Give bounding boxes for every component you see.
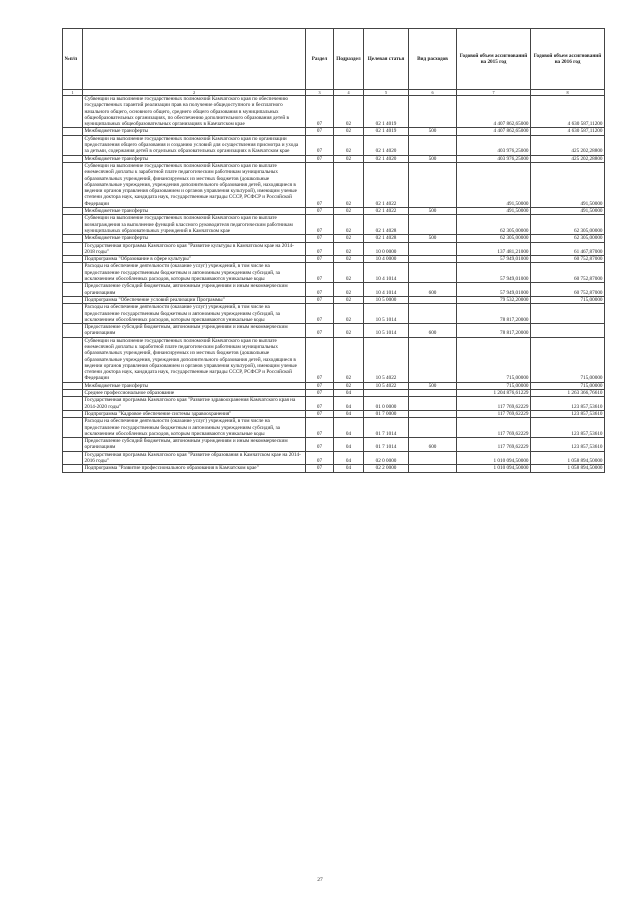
- row-amount-2016: 60 752,87000: [531, 256, 605, 263]
- row-podrazdel: 02: [334, 242, 364, 256]
- row-target-article: 02 1 4028: [364, 235, 409, 242]
- table-row: [63, 451, 605, 465]
- header-razdel: Раздел: [306, 29, 334, 90]
- column-number: 3: [306, 90, 334, 96]
- row-amount-2015: 78 817,20000: [457, 304, 531, 324]
- row-expense-type: [409, 410, 457, 417]
- table-row: [63, 128, 605, 135]
- row-name: Государственная программа Камчатского края "Развитие культуры в Камчатском крае на 2014-2018 годы": [83, 242, 306, 256]
- page-number: 27: [317, 877, 323, 883]
- header-target-article: Целевая статья: [364, 29, 409, 90]
- row-number: [63, 296, 83, 303]
- row-target-article: 01 7 1014: [364, 438, 409, 452]
- row-name: Государственная программа Камчатского края "Развитие образования в Камчатском крае на 2014-2016 годы": [83, 451, 306, 465]
- table-row: [63, 382, 605, 389]
- table-row: [63, 418, 605, 438]
- row-podrazdel: 02: [334, 296, 364, 303]
- row-razdel: 07: [306, 96, 334, 128]
- row-number: [63, 215, 83, 235]
- table-row: [63, 96, 605, 128]
- row-expense-type: [409, 337, 457, 382]
- row-target-article: 10 4 1014: [364, 283, 409, 297]
- row-amount-2015: 117 769,62229: [457, 397, 531, 411]
- row-razdel: 07: [306, 128, 334, 135]
- header-num: №п/п: [63, 29, 83, 90]
- row-amount-2015: 117 769,62229: [457, 410, 531, 417]
- row-razdel: 07: [306, 337, 334, 382]
- row-target-article: 02 2 0000: [364, 465, 409, 472]
- row-target-article: 01 7 1014: [364, 418, 409, 438]
- row-razdel: 07: [306, 162, 334, 207]
- row-expense-type: [409, 418, 457, 438]
- row-number: [63, 135, 83, 155]
- row-expense-type: 600: [409, 283, 457, 297]
- table-row: [63, 410, 605, 417]
- row-number: [63, 256, 83, 263]
- row-amount-2016: 62 305,00000: [531, 215, 605, 235]
- row-amount-2015: 403 976,25000: [457, 155, 531, 162]
- row-razdel: 07: [306, 208, 334, 215]
- row-target-article: 02 1 4022: [364, 208, 409, 215]
- row-razdel: 07: [306, 418, 334, 438]
- table-row: [63, 465, 605, 472]
- row-name: Субвенции на выполнение государственных полномочий Камчатского края по организации предоставления общего образования и созданию условий для осуществления присмотра и ухода за детьми, содержания детей в отдельных образовательных организациях в Камчатском крае: [83, 135, 306, 155]
- row-amount-2016: 123 857,53610: [531, 418, 605, 438]
- row-number: [63, 438, 83, 452]
- table-row: [63, 256, 605, 263]
- row-amount-2016: 4 630 587,11200: [531, 128, 605, 135]
- row-amount-2016: 491,50000: [531, 162, 605, 207]
- row-podrazdel: 02: [334, 337, 364, 382]
- row-razdel: 07: [306, 296, 334, 303]
- table-row: [63, 283, 605, 297]
- row-expense-type: 600: [409, 324, 457, 338]
- row-number: [63, 451, 83, 465]
- row-amount-2015: 1 010 094,50000: [457, 465, 531, 472]
- row-expense-type: [409, 96, 457, 128]
- row-amount-2016: 123 857,53610: [531, 397, 605, 411]
- row-number: [63, 382, 83, 389]
- row-amount-2016: 491,50000: [531, 208, 605, 215]
- row-razdel: 07: [306, 215, 334, 235]
- row-target-article: 02 1 4020: [364, 135, 409, 155]
- column-number: 5: [364, 90, 409, 96]
- row-target-article: 02 0 0000: [364, 451, 409, 465]
- row-podrazdel: 02: [334, 96, 364, 128]
- row-expense-type: 500: [409, 208, 457, 215]
- row-podrazdel: 02: [334, 235, 364, 242]
- row-amount-2016: 1 263 366,76610: [531, 390, 605, 397]
- row-razdel: 07: [306, 324, 334, 338]
- row-amount-2016: 61 467,87000: [531, 242, 605, 256]
- row-number: [63, 155, 83, 162]
- row-amount-2015: 62 305,00000: [457, 235, 531, 242]
- row-name: Субвенции на выполнение государственных полномочий Камчатского края по обеспечению государственных гарантий реализации прав на получение общедоступного и бесплатного начального общего, основного общего, среднего общего образования в муниципальных общеобразовательных организациях, по обеспечению дополнительного образования детей в муниципальных общеобразовательных организациях в Камчатском крае: [83, 96, 306, 128]
- row-amount-2016: 425 202,28800: [531, 135, 605, 155]
- row-podrazdel: 02: [334, 215, 364, 235]
- row-target-article: 02 1 4028: [364, 215, 409, 235]
- row-amount-2016: 1 058 894,50000: [531, 451, 605, 465]
- row-name: Подпрограмма "Кадровое обеспечение системы здравоохранения": [83, 410, 306, 417]
- row-amount-2015: 4 407 862,65000: [457, 96, 531, 128]
- row-target-article: 10 5 4022: [364, 337, 409, 382]
- table-header-row: [63, 29, 605, 90]
- table-row: [63, 242, 605, 256]
- column-number: 2: [83, 90, 306, 96]
- row-razdel: 07: [306, 465, 334, 472]
- row-name: Субвенции на выполнение государственных полномочий Камчатского края по выплате ежемесячной доплаты к заработной плате педагогическим работникам муниципальных образовательных учреждений, финансируемых из местных бюджетов (дошкольные образовательные учреждения, учреждения дополнительного образования детей, находящиеся в ведении органов управления образованием и органов управления культурой), имеющим ученые степени доктора наук, кандидата наук, государственные награды СССР, РСФСР и Российской Федерации: [83, 337, 306, 382]
- row-name: Межбюджетные трансферты: [83, 128, 306, 135]
- row-razdel: 07: [306, 438, 334, 452]
- row-expense-type: [409, 465, 457, 472]
- row-expense-type: [409, 135, 457, 155]
- row-name: Межбюджетные трансферты: [83, 155, 306, 162]
- row-target-article: 10 4 1014: [364, 263, 409, 283]
- row-podrazdel: 02: [334, 256, 364, 263]
- table-row: [63, 162, 605, 207]
- row-name: Государственная программа Камчатского края "Развитие здравоохранения Камчатского края на 2014-2020 годы": [83, 397, 306, 411]
- row-number: [63, 242, 83, 256]
- row-number: [63, 337, 83, 382]
- row-podrazdel: 04: [334, 418, 364, 438]
- row-expense-type: [409, 296, 457, 303]
- row-amount-2015: 4 407 862,65000: [457, 128, 531, 135]
- row-number: [63, 208, 83, 215]
- row-amount-2016: 425 202,28800: [531, 155, 605, 162]
- row-expense-type: [409, 451, 457, 465]
- row-razdel: 07: [306, 410, 334, 417]
- row-razdel: 07: [306, 397, 334, 411]
- row-name: Субвенции на выполнение государственных полномочий Камчатского края по выплате вознаграждения за выполнение функций классного руководителя педагогическим работникам муниципальных образовательных учреждений в Камчатском крае: [83, 215, 306, 235]
- budget-table: [62, 28, 605, 473]
- column-number: 6: [409, 90, 457, 96]
- row-podrazdel: 04: [334, 397, 364, 411]
- table-row: [63, 208, 605, 215]
- row-target-article: 10 0 0000: [364, 242, 409, 256]
- budget-table-sheet: [62, 28, 604, 473]
- row-expense-type: [409, 390, 457, 397]
- row-podrazdel: 04: [334, 390, 364, 397]
- row-expense-type: [409, 162, 457, 207]
- row-target-article: 02 1 4022: [364, 162, 409, 207]
- row-expense-type: [409, 242, 457, 256]
- row-target-article: 10 5 0000: [364, 296, 409, 303]
- row-amount-2015: 491,50000: [457, 162, 531, 207]
- row-expense-type: 500: [409, 128, 457, 135]
- row-razdel: 07: [306, 256, 334, 263]
- table-body: [63, 90, 605, 473]
- row-podrazdel: 02: [334, 208, 364, 215]
- table-row: [63, 215, 605, 235]
- row-target-article: [364, 390, 409, 397]
- row-razdel: 07: [306, 390, 334, 397]
- row-razdel: 07: [306, 304, 334, 324]
- row-number: [63, 283, 83, 297]
- row-target-article: 10 5 4022: [364, 382, 409, 389]
- row-number: [63, 96, 83, 128]
- row-amount-2016: 123 857,53610: [531, 410, 605, 417]
- row-amount-2016: 60 752,87000: [531, 263, 605, 283]
- row-amount-2015: 715,00000: [457, 382, 531, 389]
- row-name: Межбюджетные трансферты: [83, 382, 306, 389]
- row-amount-2015: 117 769,62229: [457, 438, 531, 452]
- row-amount-2015: 117 769,62229: [457, 418, 531, 438]
- row-expense-type: [409, 304, 457, 324]
- row-expense-type: 500: [409, 382, 457, 389]
- row-target-article: 02 1 4020: [364, 155, 409, 162]
- row-name: Подпрограмма "Образование в сфере культуры": [83, 256, 306, 263]
- header-year-2015: Годовой объем ассигнований на 2015 год: [457, 29, 531, 90]
- row-razdel: 07: [306, 283, 334, 297]
- row-podrazdel: 04: [334, 410, 364, 417]
- row-name: Субвенции на выполнение государственных полномочий Камчатского края по выплате ежемесячной доплаты к заработной плате педагогическим работникам муниципальных образовательных учреждений, финансируемых из местных бюджетов (дошкольные образовательные учреждения, учреждения дополнительного образования детей, находящиеся в ведении органов управления образованием и органов управления культурой), имеющим ученые степени доктора наук, кандидата наук, государственные награды СССР, РСФСР и Российской Федерации: [83, 162, 306, 207]
- table-row: [63, 390, 605, 397]
- row-podrazdel: 02: [334, 162, 364, 207]
- row-razdel: 07: [306, 235, 334, 242]
- row-amount-2016: 4 630 587,11200: [531, 96, 605, 128]
- row-name: Подпрограмма "Развитие профессионального образования в Камчатском крае": [83, 465, 306, 472]
- row-amount-2015: 57 949,01000: [457, 263, 531, 283]
- row-amount-2016: [531, 304, 605, 324]
- header-podrazdel: Подраздел: [334, 29, 364, 90]
- table-row: [63, 135, 605, 155]
- row-number: [63, 162, 83, 207]
- row-amount-2015: 1 010 094,50000: [457, 451, 531, 465]
- table-row: [63, 235, 605, 242]
- row-amount-2016: 123 857,53610: [531, 438, 605, 452]
- table-row: [63, 337, 605, 382]
- row-number: [63, 390, 83, 397]
- row-amount-2015: 715,00000: [457, 337, 531, 382]
- row-target-article: 02 1 4019: [364, 128, 409, 135]
- table-row: [63, 263, 605, 283]
- row-amount-2016: 715,00000: [531, 337, 605, 382]
- row-expense-type: 500: [409, 235, 457, 242]
- table-row: [63, 155, 605, 162]
- row-target-article: 10 5 1014: [364, 304, 409, 324]
- row-podrazdel: 02: [334, 128, 364, 135]
- row-name: Среднее профессиональное образование: [83, 390, 306, 397]
- row-number: [63, 397, 83, 411]
- row-target-article: 01 7 0000: [364, 410, 409, 417]
- row-number: [63, 418, 83, 438]
- row-razdel: 07: [306, 263, 334, 283]
- row-name: Предоставление субсидий бюджетным, автономным учреждениям и иным некоммерческим организациям: [83, 438, 306, 452]
- row-amount-2016: 715,00000: [531, 296, 605, 303]
- row-name: Подпрограмма "Обеспечение условий реализации Программы": [83, 296, 306, 303]
- column-number: 7: [457, 90, 531, 96]
- table-row: [63, 296, 605, 303]
- row-number: [63, 235, 83, 242]
- row-razdel: 07: [306, 382, 334, 389]
- row-number: [63, 128, 83, 135]
- row-name: Межбюджетные трансферты: [83, 235, 306, 242]
- row-name: Предоставление субсидий бюджетным, автономным учреждениям и иным некоммерческим организациям: [83, 283, 306, 297]
- column-number: 1: [63, 90, 83, 96]
- row-amount-2015: 62 305,00000: [457, 215, 531, 235]
- row-number: [63, 304, 83, 324]
- row-podrazdel: 02: [334, 324, 364, 338]
- row-number: [63, 465, 83, 472]
- row-amount-2015: 1 204 876,61229: [457, 390, 531, 397]
- row-name: Предоставление субсидий бюджетным, автономным учреждениям и иным некоммерческим организациям: [83, 324, 306, 338]
- row-podrazdel: 04: [334, 451, 364, 465]
- column-number: 8: [531, 90, 605, 96]
- header-name: [83, 29, 306, 90]
- row-number: [63, 324, 83, 338]
- row-razdel: 07: [306, 242, 334, 256]
- row-podrazdel: 02: [334, 283, 364, 297]
- row-razdel: 07: [306, 155, 334, 162]
- row-amount-2016: 715,00000: [531, 382, 605, 389]
- row-target-article: 10 5 1014: [364, 324, 409, 338]
- table-row: [63, 438, 605, 452]
- row-amount-2016: 62 305,00000: [531, 235, 605, 242]
- row-podrazdel: 02: [334, 382, 364, 389]
- row-expense-type: 600: [409, 438, 457, 452]
- row-amount-2016: [531, 324, 605, 338]
- row-expense-type: [409, 215, 457, 235]
- row-razdel: 07: [306, 135, 334, 155]
- row-amount-2016: 60 752,87000: [531, 283, 605, 297]
- table-row: [63, 324, 605, 338]
- row-amount-2015: 78 817,20000: [457, 324, 531, 338]
- row-name: Межбюджетные трансферты: [83, 208, 306, 215]
- row-amount-2015: 79 532,20000: [457, 296, 531, 303]
- row-expense-type: [409, 256, 457, 263]
- row-amount-2015: 137 481,21000: [457, 242, 531, 256]
- row-name: Расходы на обеспечение деятельности (оказание услуг) учреждений, в том числе на предоставление государственным бюджетным и автономным учреждениям субсидий, за исключением обособленных расходов, которым присваиваются уникальные коды: [83, 263, 306, 283]
- row-amount-2015: 491,50000: [457, 208, 531, 215]
- row-expense-type: [409, 263, 457, 283]
- row-podrazdel: 04: [334, 465, 364, 472]
- row-target-article: 01 0 0000: [364, 397, 409, 411]
- row-expense-type: 500: [409, 155, 457, 162]
- row-podrazdel: 02: [334, 135, 364, 155]
- row-target-article: 02 1 4019: [364, 96, 409, 128]
- row-razdel: 07: [306, 451, 334, 465]
- row-podrazdel: 02: [334, 304, 364, 324]
- row-amount-2015: 403 976,25000: [457, 135, 531, 155]
- row-podrazdel: 04: [334, 438, 364, 452]
- row-name: Расходы на обеспечение деятельности (оказание услуг) учреждений, в том числе на предоставление государственным бюджетным и автономным учреждениям субсидий, за исключением обособленных расходов, которым присваиваются уникальные коды: [83, 304, 306, 324]
- table-row: [63, 304, 605, 324]
- header-year-2016: Годовой объем ассигнований на 2016 год: [531, 29, 605, 90]
- table-row: [63, 397, 605, 411]
- row-name: Расходы на обеспечение деятельности (оказание услуг) учреждений, в том числе на предоставление государственным бюджетным и автономным учреждениям субсидий, за исключением обособленных расходов, которым присваиваются уникальные коды: [83, 418, 306, 438]
- column-number: 4: [334, 90, 364, 96]
- row-number: [63, 410, 83, 417]
- row-podrazdel: 02: [334, 263, 364, 283]
- row-target-article: 10 4 0000: [364, 256, 409, 263]
- row-amount-2015: 57 949,01000: [457, 256, 531, 263]
- row-number: [63, 263, 83, 283]
- row-expense-type: [409, 397, 457, 411]
- header-expense-type: Вид расходов: [409, 29, 457, 90]
- row-amount-2015: 57 949,01000: [457, 283, 531, 297]
- row-podrazdel: 02: [334, 155, 364, 162]
- row-amount-2016: 1 058 894,50000: [531, 465, 605, 472]
